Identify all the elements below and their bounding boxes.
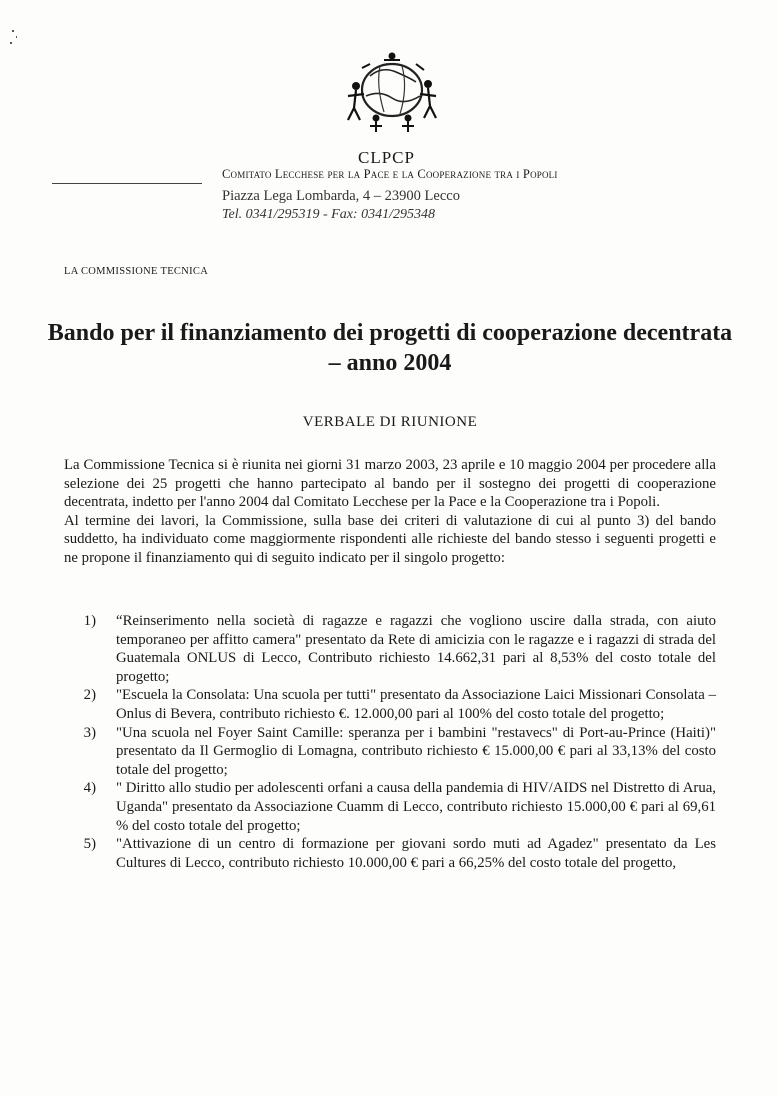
org-name: Comitato Lecchese per la Pace e la Cooperazione tra i Popoli: [222, 167, 558, 181]
item-number: 3): [83, 724, 96, 741]
item-number: 1): [83, 613, 96, 629]
scan-speck: [12, 30, 14, 32]
intro-paragraph: La Commissione Tecnica si è riunita nei giorni 31 marzo 2003, 23 aprile e 10 maggio 2004 per procedere alla selezione dei 25 progetti che hanno partecipato al bando per il sostegno dei progetti di cooperazione decentrata, indetto per l'anno 2004 dal Comitato Lecchese per la Pace e la Cooperazione tra i Popoli.: [64, 457, 716, 511]
item-text: "Una scuola nel Foyer Saint Camille: speranza per i bambini "restavecs" di Port-au-Prince (Haiti)" presentato da Il Germoglio di Lomagna, contributo richiesto € 15.000,00 € pari al 33,13% del costo totale del progetto;: [116, 724, 716, 778]
commission-label: LA COMMISSIONE TECNICA: [64, 266, 209, 277]
header-rule: [52, 183, 202, 184]
org-phone-fax: Tel. 0341/295319 - Fax: 0341/295348: [222, 207, 435, 222]
item-text: “Reinserimento nella società di ragazze e ragazzi che vogliono uscire dalla strada, con aiuto temporaneo per affitto camera" presentato da Rete di amicizia con le ragazze e i ragazzi di strada del Guatemala ONLUS di Lecco, Contributo richiesto 14.662,31 pari al 8,53% del costo totale del progetto;: [116, 613, 716, 685]
item-number: 4): [83, 780, 96, 797]
document-subtitle: VERBALE DI RIUNIONE: [302, 414, 478, 430]
item-text: "Attivazione di un centro di formazione per giovani sordo muti ad Agadez" presentato da Les Cultures di Lecco, contributo richiesto 10.000,00 € pari a 66,25% del costo totale del progetto,: [116, 836, 716, 871]
scan-speck: [10, 42, 12, 44]
document-title: Bando per il finanziamento dei progetti di cooperazione decentrata – anno 2004: [47, 320, 733, 376]
item-text: "Escuela la Consolata: Una scuola per tutti" presentato da Associazione Laici Missionari Consolata –Onlus di Bevera, contributo richiesto €. 12.000,00 pari al 100% del costo totale del progetto;: [116, 687, 716, 722]
intro-text: [64, 456, 716, 568]
organization-logo: [336, 46, 444, 136]
item-number: 2): [83, 687, 96, 704]
org-acronym: CLPCP: [358, 148, 415, 167]
list-item: [64, 612, 716, 686]
project-list: [64, 612, 716, 872]
item-text: " Diritto allo studio per adolescenti orfani a causa della pandemia di HIV/AIDS nel Distretto di Arua, Uganda" presentato da Associazione Cuamm di Lecco, contributo richiesto 15.000,00 € pari al 69,61 % del costo totale del progetto;: [116, 780, 716, 834]
list-item: [64, 724, 716, 780]
scan-speck: [16, 36, 17, 38]
intro-paragraph: Al termine dei lavori, la Commissione, sulla base dei criteri di valutazione di cui al punto 3) del bando suddetto, ha individuato come maggiormente rispondenti alle richieste del bando stesso i seguenti progetti e ne propone il finanziamento qui di seguito indicato per il singolo progetto:: [64, 512, 716, 566]
list-item: [64, 779, 716, 835]
item-number: 5): [83, 836, 96, 853]
list-item: [64, 686, 716, 723]
org-address: Piazza Lega Lombarda, 4 – 23900 Lecco: [222, 188, 460, 204]
list-item: [64, 835, 716, 872]
